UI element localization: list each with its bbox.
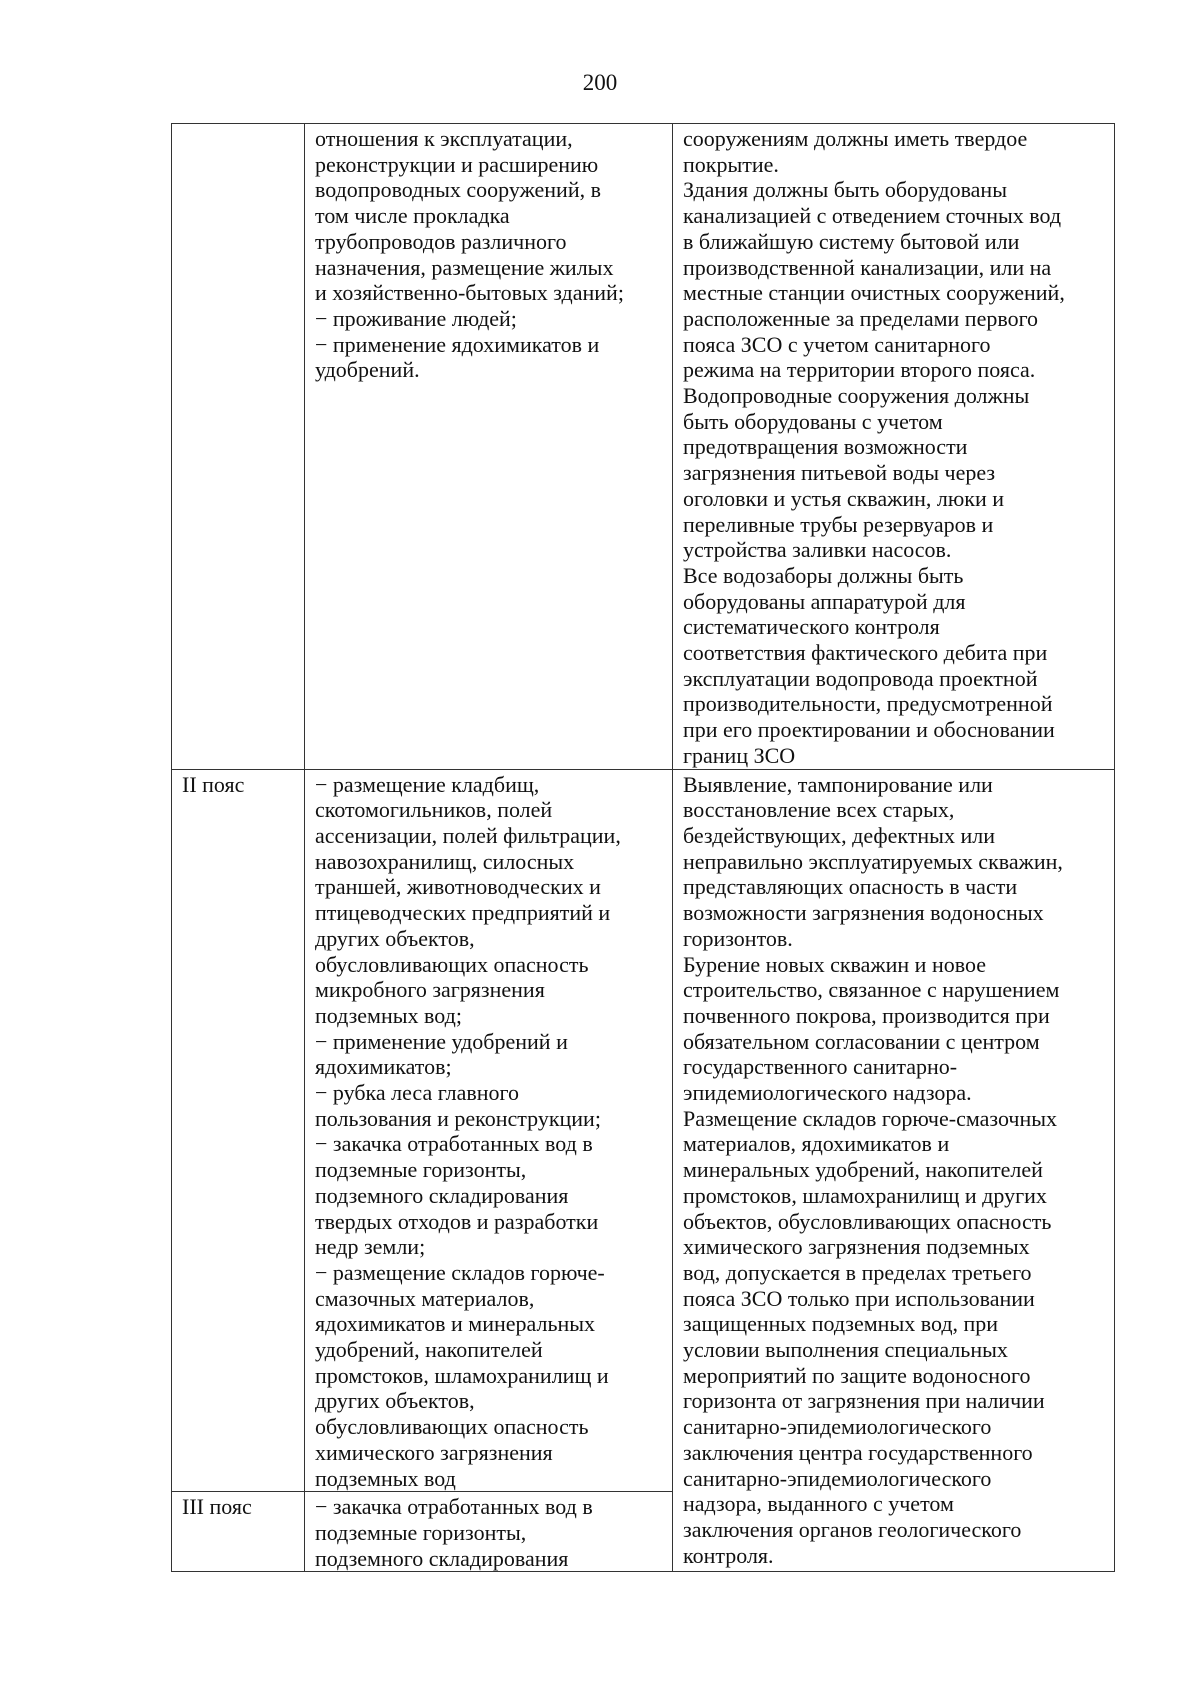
table-row [172, 124, 1115, 770]
restrictions-cell: − размещение кладбищ, скотомогильников, полей ассенизации, полей фильтрации, навозохранилищ, силосных траншей, животноводческих и птицеводческих предприятий и других объектов, обусловливающих опасность микробного загрязнения подземных вод; − применение удобрений и ядохимикатов; − рубка леса главного пользования и реконструкции; − закачка отработанных вод в подземные горизонты, подземного складирования твердых отходов и разработки недр земли; − размещение складов горюче- смазочных материалов, ядохимикатов и минеральных удобрений, накопителей промстоков, шламохранилищ и других объектов, обусловливающих опасность химического загрязнения подземных вод [305, 769, 673, 1492]
measures-cell: Выявление, тампонирование или восстановление всех старых, бездействующих, дефектных или неправильно эксплуатируемых скважин, представляющих опасность в части возможности загрязнения водоносных горизонтов. Бурение новых скважин и новое строительство, связанное с нарушением почвенного покрова, производится при обязательном согласовании с центром государственного санитарно- эпидемиологического надзора. Размещение складов горюче-смазочных материалов, ядохимикатов и минеральных удобрений, накопителей промстоков, шламохранилищ и других объектов, обусловливающих опасность химического загрязнения подземных вод, допускается в пределах третьего пояса ЗСО только при использовании защищенных подземных вод, при условии выполнения специальных мероприятий по защите водоносного горизонта от загрязнения при наличии санитарно-эпидемиологического заключения центра государственного санитарно-эпидемиологического надзора, выданного с учетом заключения органов геологического контроля. [673, 769, 1115, 1572]
restrictions-cell: − закачка отработанных вод в подземные горизонты, подземного складирования [305, 1492, 673, 1572]
zone-cell: II пояс [172, 769, 305, 1492]
sanitary-zones-table [171, 123, 1115, 1572]
zone-cell [172, 124, 305, 770]
table-row [172, 769, 1115, 1492]
measures-cell: сооружениям должны иметь твердое покрытие. Здания должны быть оборудованы канализацией с отведением сточных вод в ближайшую систему бытовой или производственной канализации, или на местные станции очистных сооружений, расположенные за пределами первого пояса ЗСО с учетом санитарного режима на территории второго пояса. Водопроводные сооружения должны быть оборудованы с учетом предотвращения возможности загрязнения питьевой воды через оголовки и устья скважин, люки и переливные трубы резервуаров и устройства заливки насосов. Все водозаборы должны быть оборудованы аппаратурой для систематического контроля соответствия фактического дебита при эксплуатации водопровода проектной производительности, предусмотренной при его проектировании и обосновании границ ЗСО [673, 124, 1115, 770]
page-number: 200 [582, 70, 618, 95]
restrictions-cell: отношения к эксплуатации, реконструкции и расширению водопроводных сооружений, в том числе прокладка трубопроводов различного назначения, размещение жилых и хозяйственно-бытовых зданий; − проживание людей; − применение ядохимикатов и удобрений. [305, 124, 673, 770]
zone-cell: III пояс [172, 1492, 305, 1572]
